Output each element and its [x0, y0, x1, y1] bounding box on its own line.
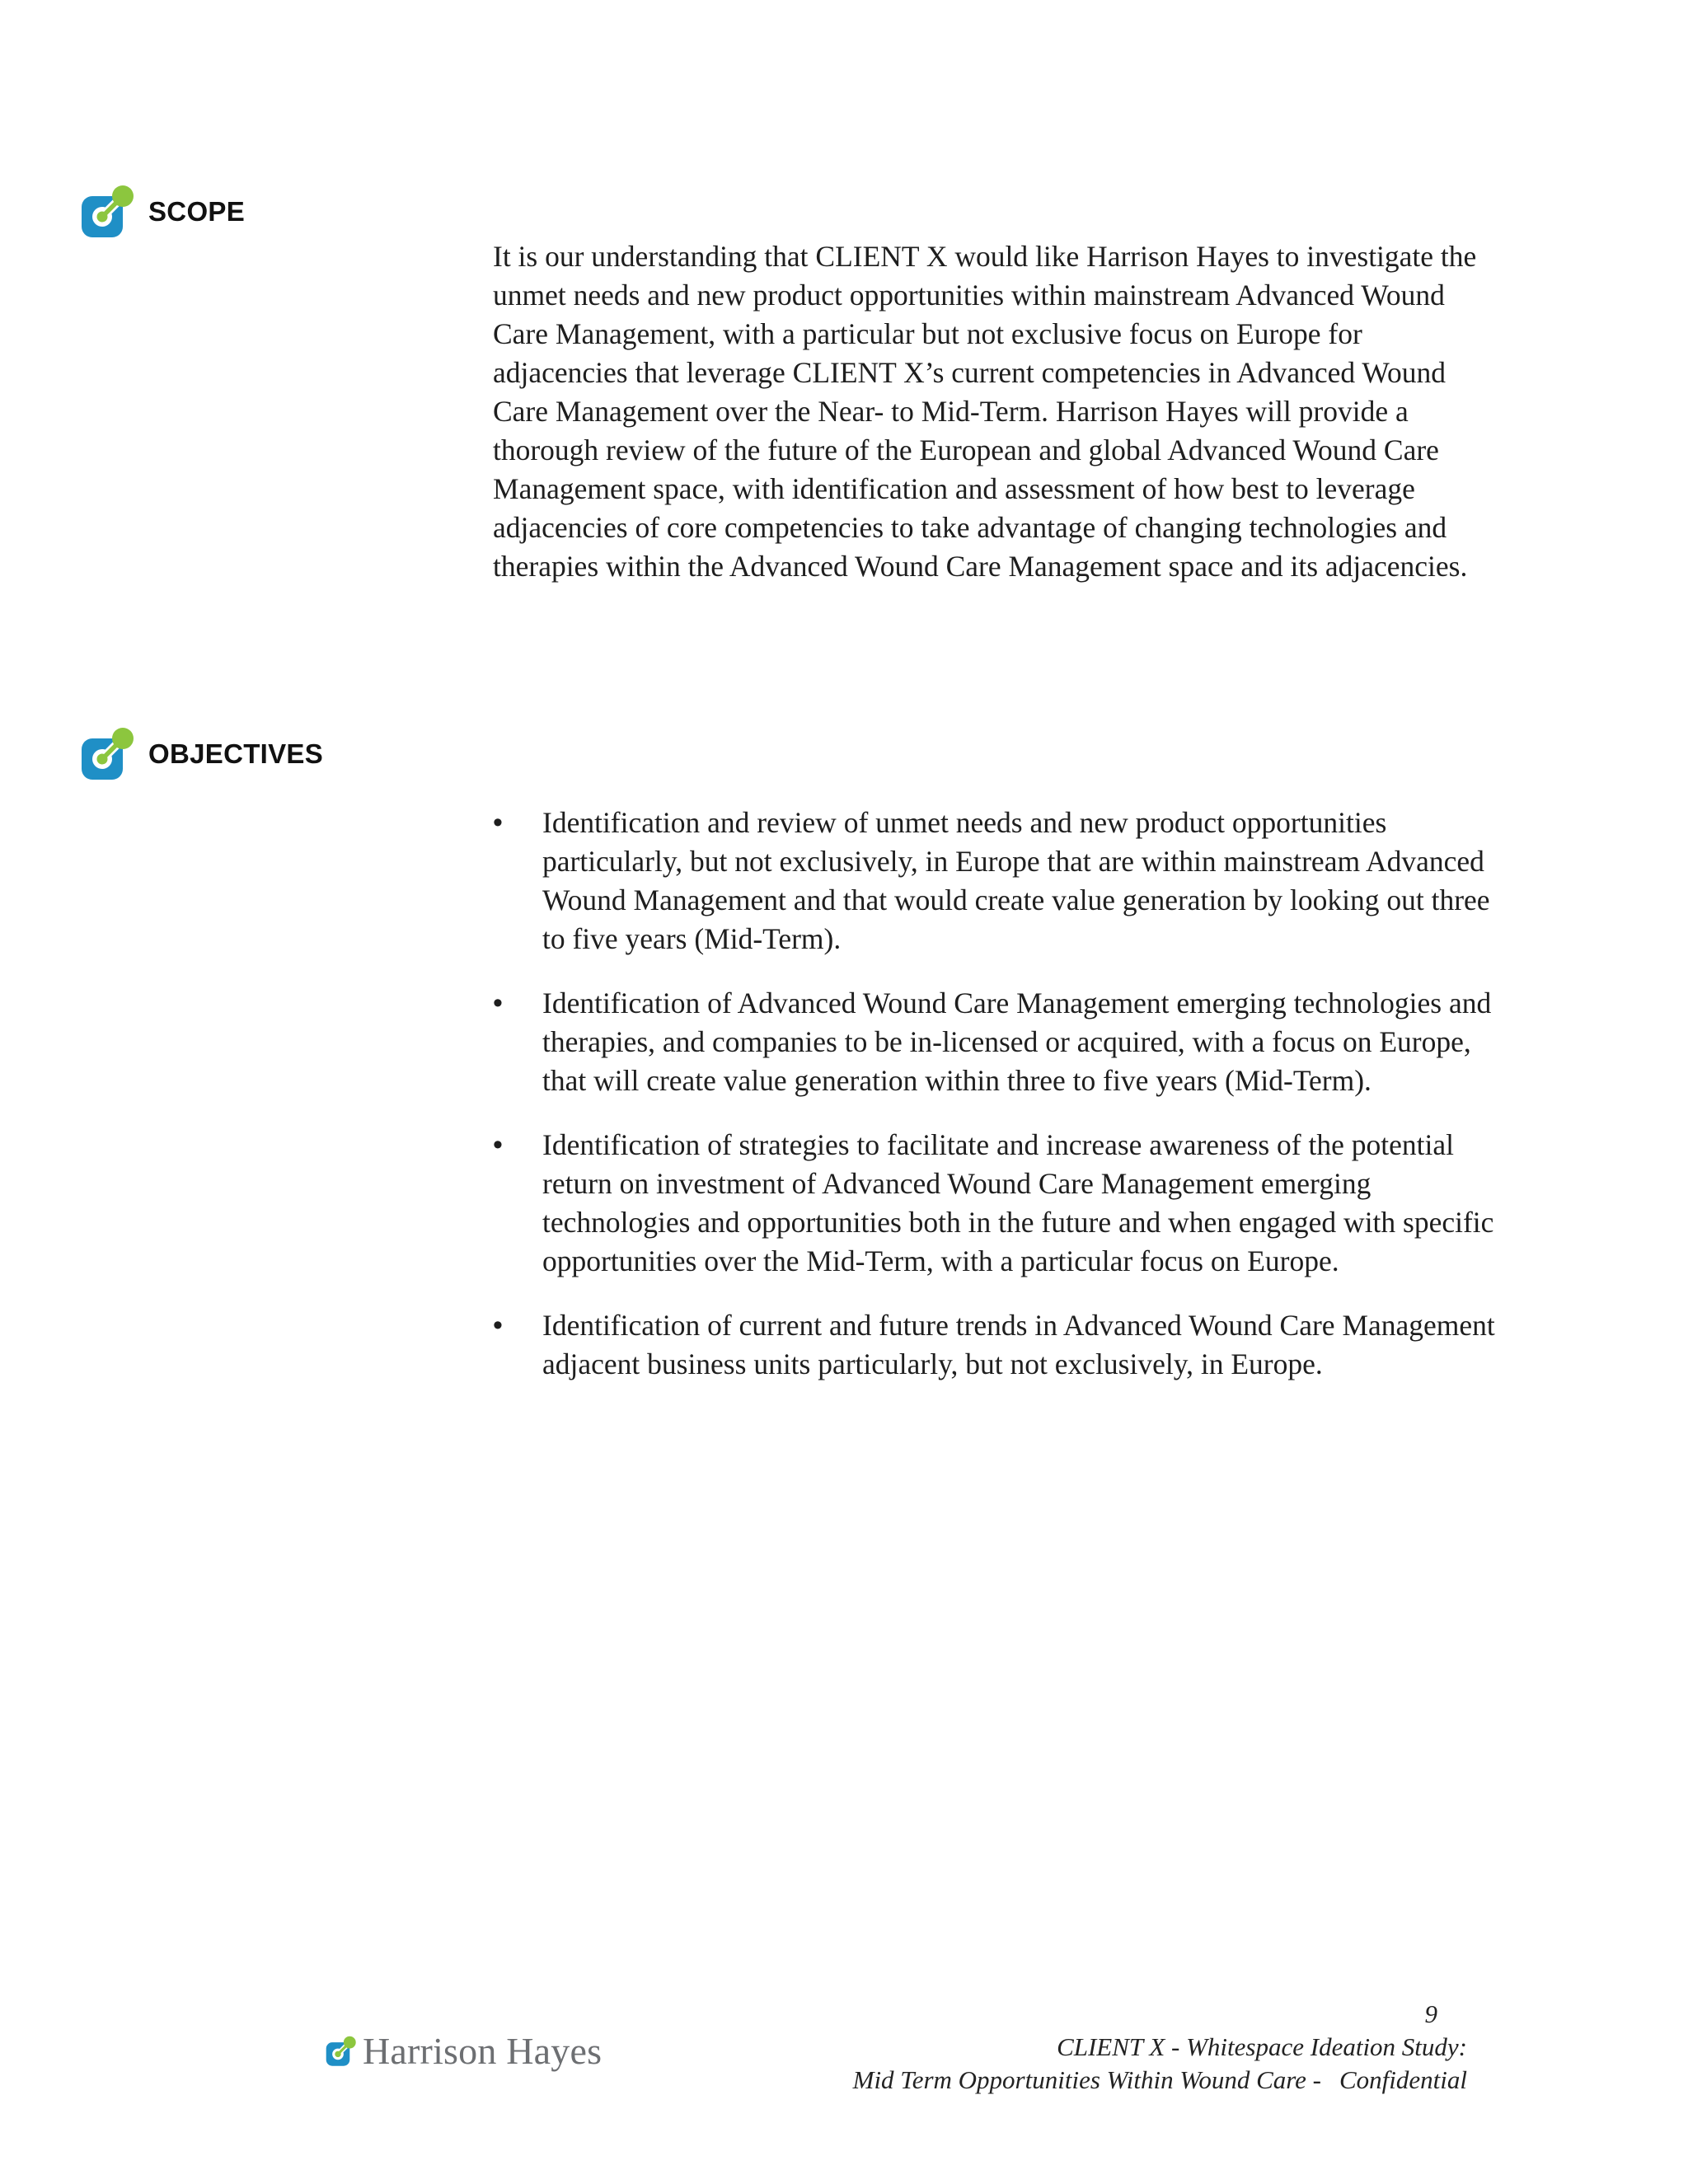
- bullet-icon: •: [493, 807, 503, 838]
- objectives-heading: [79, 725, 323, 783]
- objective-text: Identification of strategies to facilitate and increase awareness of the potential return on investment of Advanced Wound Care Management emerging technologies and opportunities both in the future and when engaged with specific opportunities over the Mid-Term, with a particular focus on Europe.: [542, 1128, 1494, 1277]
- bullet-icon: •: [493, 1310, 503, 1341]
- page-number: 9: [1424, 1999, 1437, 2028]
- scope-paragraph: It is our understanding that CLIENT X would like Harrison Hayes to investigate the unmet needs and new product opportunities within mainstream Advanced Wound Care Management, with a particular but not exclusive focus on Europe for adjacencies that leverage CLIENT X’s current competencies in Advanced Wound Care Management over the Near- to Mid-Term. Harrison Hayes will provide a thorough review of the future of the European and global Advanced Wound Care Management space, with identification and assessment of how best to leverage adjacencies of core competencies to take advantage of changing technologies and therapies within the Advanced Wound Care Management space and its adjacencies.: [493, 240, 1477, 583]
- scope-heading-label: SCOPE: [148, 196, 246, 227]
- footer-doc-title-line1: CLIENT X - Whitespace Ideation Study:: [1057, 2032, 1467, 2061]
- bullet-icon: •: [493, 1129, 503, 1160]
- footer-brand-name: Harrison Hayes: [363, 2030, 603, 2072]
- harrison-hayes-mark-icon: [79, 725, 137, 783]
- objectives-list: [493, 804, 1507, 1409]
- footer-info: [853, 1998, 1467, 2097]
- objective-text: Identification and review of unmet needs and new product opportunities particularly, but not exclusively, in Europe that are within mainstream Advanced Wound Management and that would create value generation by looking out three to five years (Mid-Term).: [542, 806, 1490, 955]
- list-item: [493, 1126, 1507, 1281]
- objective-text: Identification of Advanced Wound Care Management emerging technologies and therapies, and companies to be in-licensed or acquired, with a focus on Europe, that will create value generation within three to five years (Mid-Term).: [542, 987, 1492, 1097]
- list-item: [493, 984, 1507, 1100]
- list-item: [493, 804, 1507, 958]
- footer-doc-title-line2: Mid Term Opportunities Within Wound Care -: [852, 2065, 1321, 2094]
- bullet-icon: •: [493, 987, 503, 1019]
- harrison-hayes-mark-icon: [79, 183, 137, 241]
- list-item: [493, 1306, 1507, 1384]
- footer-doc-title-line2-wrap: [853, 2064, 1467, 2097]
- objective-text: Identification of current and future trends in Advanced Wound Care Management adjacent business units particularly, but not exclusively, in Europe.: [542, 1309, 1495, 1380]
- footer-logo: [325, 2029, 602, 2073]
- scope-heading: [79, 183, 245, 241]
- harrison-hayes-mark-icon: [325, 2035, 358, 2068]
- objectives-heading-label: OBJECTIVES: [148, 738, 324, 769]
- confidential-label: Confidential: [1339, 2065, 1467, 2094]
